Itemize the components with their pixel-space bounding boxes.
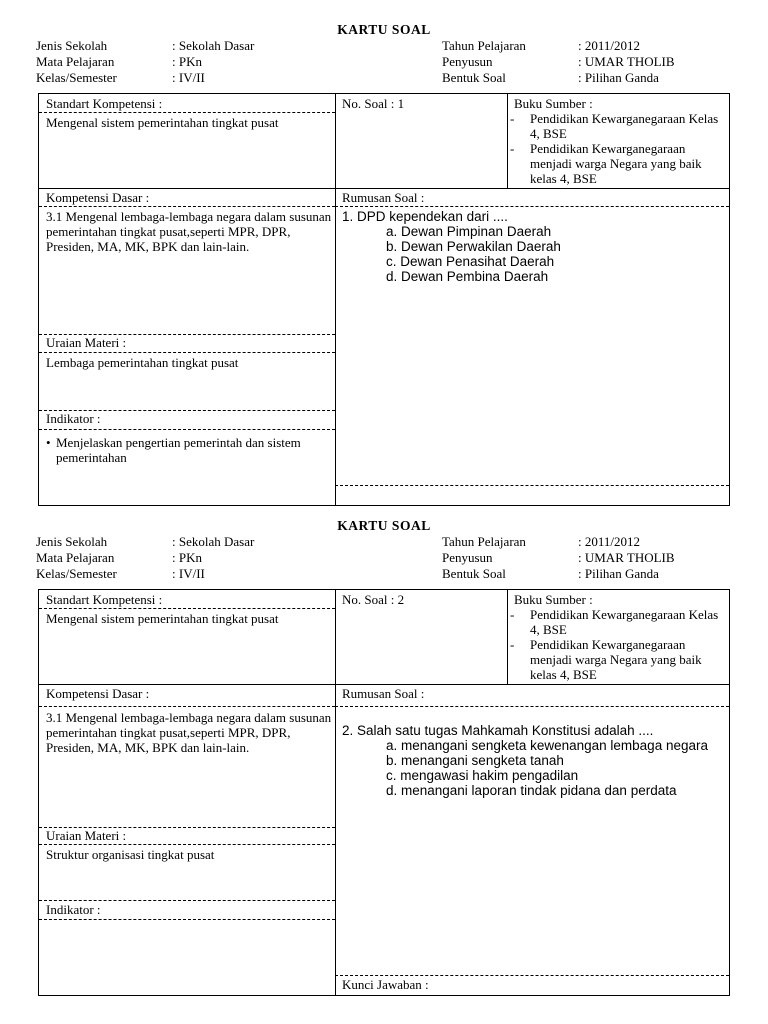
row-divider xyxy=(39,188,729,189)
buku-item: - Pendidikan Kewarganegaraan menjadi warga Negara yang baik kelas 4, BSE xyxy=(510,637,702,682)
dashed-divider xyxy=(39,112,335,113)
meta-value: : 2011/2012 xyxy=(578,38,640,53)
meta-value: : UMAR THOLIB xyxy=(578,54,675,69)
meta-label: Kelas/Semester xyxy=(36,566,117,581)
buku-item: - Pendidikan Kewarganegaraan Kelas 4, BSE xyxy=(510,111,719,141)
uraian-text: Lembaga pemerintahan tingkat pusat xyxy=(46,355,239,370)
option-b: b. Dewan Perwakilan Daerah xyxy=(386,239,561,254)
meta-right xyxy=(442,38,675,86)
meta-value: : Sekolah Dasar xyxy=(172,534,255,549)
meta-label: Penyusun xyxy=(442,550,493,565)
indikator-label: Indikator : xyxy=(46,411,101,426)
meta-label: Bentuk Soal xyxy=(442,70,506,85)
dashed-divider xyxy=(335,706,729,707)
bullet-icon: • xyxy=(46,435,51,450)
meta-value: : PKn xyxy=(172,54,202,69)
card-title: KARTU SOAL xyxy=(337,22,431,37)
meta-right xyxy=(442,534,675,582)
meta-value: : PKn xyxy=(172,550,202,565)
soal-table xyxy=(38,93,730,506)
dashed-divider xyxy=(335,206,729,207)
rumusan-label: Rumusan Soal : xyxy=(342,190,425,205)
question-text: 2. Salah satu tugas Mahkamah Konstitusi adalah .... xyxy=(342,723,654,738)
meta-value: : Pilihan Ganda xyxy=(578,566,659,581)
indikator-item: • Menjelaskan pengertian pemerintah dan sistem pemerintahan xyxy=(46,435,301,465)
column-divider xyxy=(335,94,336,505)
dashed-divider xyxy=(335,975,729,976)
kd-text: 3.1 Mengenal lembaga-lembaga negara dalam susunan pemerintahan tingkat pusat,seperti MPR, DPR, Presiden, MA, MK, BPK dan lain-lain. xyxy=(46,710,332,755)
option-c: c. mengawasi hakim pengadilan xyxy=(386,768,579,783)
buku-list xyxy=(510,111,730,186)
no-soal: No. Soal : 2 xyxy=(342,592,405,607)
meta-left xyxy=(36,38,254,86)
meta-value: : Sekolah Dasar xyxy=(172,38,255,53)
meta-label: Tahun Pelajaran xyxy=(442,38,526,53)
option-c: c. Dewan Penasihat Daerah xyxy=(386,254,555,269)
kd-label: Kompetensi Dasar : xyxy=(46,190,150,205)
meta-value: : 2011/2012 xyxy=(578,534,640,549)
meta-value: : IV/II xyxy=(172,70,205,85)
meta-value: : Pilihan Ganda xyxy=(578,70,659,85)
kartu-soal-1 xyxy=(0,0,768,510)
dashed-divider xyxy=(39,706,335,707)
indikator-label: Indikator : xyxy=(46,902,101,917)
standar-text: Mengenal sistem pemerintahan tingkat pusat xyxy=(46,115,279,130)
question-block xyxy=(342,723,726,798)
standar-label: Standart Kompetensi : xyxy=(46,592,163,607)
column-divider xyxy=(335,590,336,995)
dashed-divider xyxy=(39,608,335,609)
dashed-divider xyxy=(39,352,335,353)
standar-text: Mengenal sistem pemerintahan tingkat pusat xyxy=(46,611,279,626)
option-d: d. menangani laporan tindak pidana dan perdata xyxy=(386,783,677,798)
kd-label: Kompetensi Dasar : xyxy=(46,686,150,701)
kartu-soal-2 xyxy=(0,496,768,1024)
dashed-divider xyxy=(39,900,335,901)
dashed-divider xyxy=(39,919,335,920)
meta-label: Jenis Sekolah xyxy=(36,38,108,53)
card-title: KARTU SOAL xyxy=(337,518,431,533)
dashed-divider xyxy=(39,206,335,207)
buku-list xyxy=(510,607,730,682)
dashed-divider xyxy=(335,485,729,486)
meta-label: Kelas/Semester xyxy=(36,70,117,85)
no-soal: No. Soal : 1 xyxy=(342,96,405,111)
soal-table xyxy=(38,589,730,996)
buku-item: - Pendidikan Kewarganegaraan Kelas 4, BSE xyxy=(510,607,719,637)
meta-label: Jenis Sekolah xyxy=(36,534,108,549)
uraian-label: Uraian Materi : xyxy=(46,828,127,843)
question-text: 1. DPD kependekan dari .... xyxy=(342,209,508,224)
buku-item: - Pendidikan Kewarganegaraan menjadi warga Negara yang baik kelas 4, BSE xyxy=(510,141,702,186)
rumusan-label: Rumusan Soal : xyxy=(342,686,425,701)
uraian-text: Struktur organisasi tingkat pusat xyxy=(46,847,215,862)
meta-value: : UMAR THOLIB xyxy=(578,550,675,565)
indikator-list xyxy=(46,435,326,465)
meta-value: : IV/II xyxy=(172,566,205,581)
option-b: b. menangani sengketa tanah xyxy=(386,753,564,768)
dashed-divider xyxy=(39,429,335,430)
uraian-label: Uraian Materi : xyxy=(46,335,127,350)
kd-text: 3.1 Mengenal lembaga-lembaga negara dalam susunan pemerintahan tingkat pusat,seperti MPR, DPR, Presiden, MA, MK, BPK dan lain-lain. xyxy=(46,209,332,254)
standar-label: Standart Kompetensi : xyxy=(46,96,163,111)
option-d: d. Dewan Pembina Daerah xyxy=(386,269,549,284)
meta-label: Mata Pelajaran xyxy=(36,54,115,69)
option-a: a. menangani sengketa kewenangan lembaga negara xyxy=(386,738,708,753)
meta-label: Tahun Pelajaran xyxy=(442,534,526,549)
meta-label: Bentuk Soal xyxy=(442,566,506,581)
row-divider xyxy=(39,684,729,685)
column-divider xyxy=(507,590,508,684)
meta-label: Penyusun xyxy=(442,54,493,69)
kunci-label: Kunci Jawaban : xyxy=(342,977,429,992)
buku-label: Buku Sumber : xyxy=(514,592,593,607)
option-a: a. Dewan Pimpinan Daerah xyxy=(386,224,552,239)
meta-left xyxy=(36,534,254,582)
question-block xyxy=(342,209,722,284)
buku-label: Buku Sumber : xyxy=(514,96,593,111)
column-divider xyxy=(507,94,508,188)
dashed-divider xyxy=(39,844,335,845)
meta-label: Mata Pelajaran xyxy=(36,550,115,565)
